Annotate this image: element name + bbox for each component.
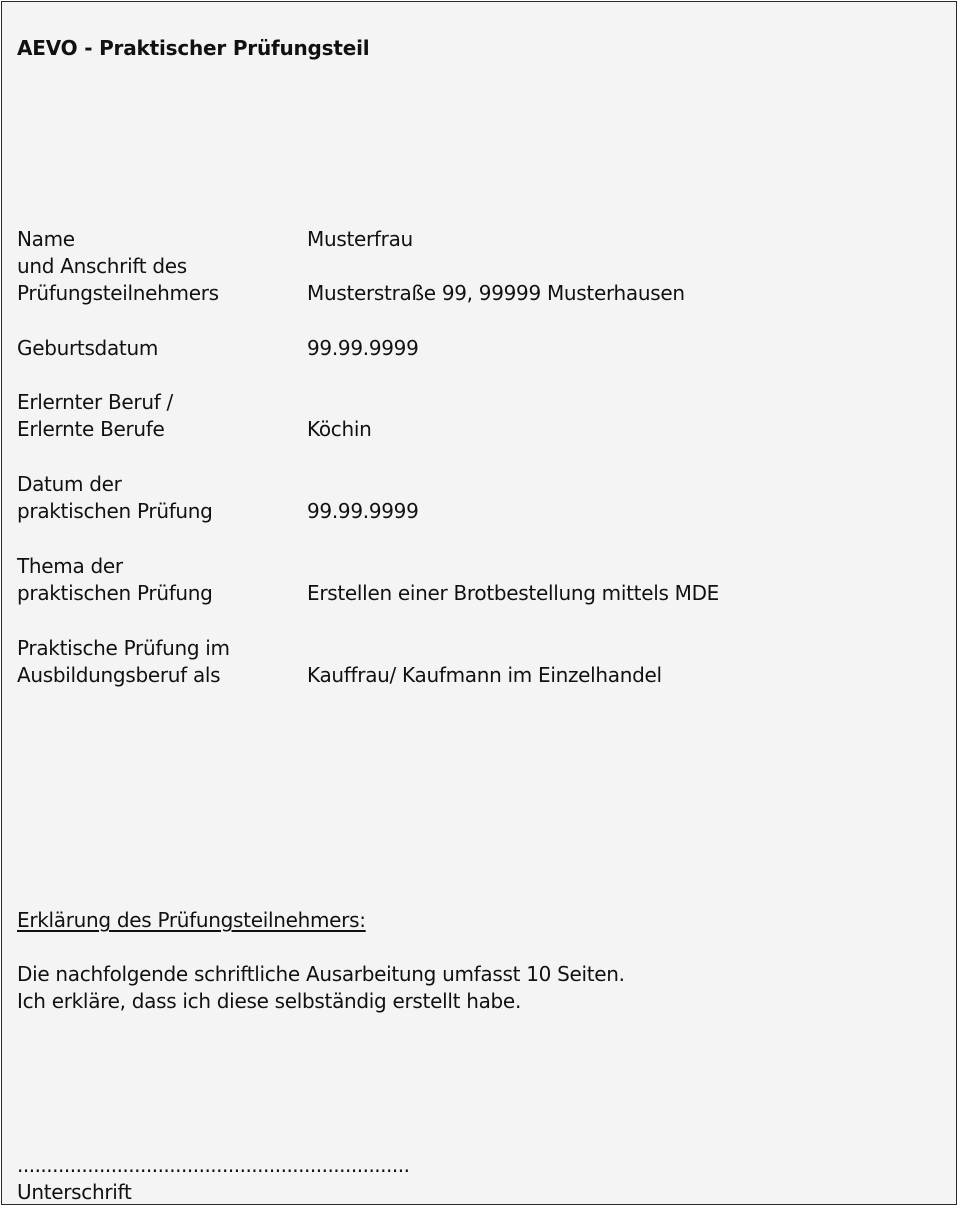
- address-value: Musterstraße 99, 99999 Musterhausen: [307, 281, 685, 305]
- profession-label: Praktische Prüfung im: [17, 636, 230, 660]
- exam-date-value: 99.99.9999: [307, 499, 419, 523]
- exam-date-label: Datum der: [17, 472, 122, 496]
- signature-label: Unterschrift: [17, 1180, 132, 1204]
- signature-line: ...................................................................: [17, 1153, 410, 1177]
- exam-date-label-line2: praktischen Prüfung: [17, 499, 213, 523]
- job-label-line2: Erlernte Berufe: [17, 417, 165, 441]
- name-label-line2: und Anschrift des: [17, 254, 187, 278]
- name-label-line3: Prüfungsteilnehmers: [17, 281, 219, 305]
- name-label: Name: [17, 227, 75, 251]
- declaration-heading: Erklärung des Prüfungsteilnehmers:: [17, 908, 366, 932]
- topic-value: Erstellen einer Brotbestellung mittels MDE: [307, 581, 720, 605]
- birthdate-label: Geburtsdatum: [17, 336, 159, 360]
- job-value: Köchin: [307, 417, 372, 441]
- document-title: AEVO - Praktischer Prüfungsteil: [17, 36, 370, 60]
- profession-value: Kauffrau/ Kaufmann im Einzelhandel: [307, 663, 662, 687]
- name-value: Musterfrau: [307, 227, 413, 251]
- topic-label: Thema der: [17, 554, 123, 578]
- birthdate-value: 99.99.9999: [307, 336, 419, 360]
- declaration-line-1: Die nachfolgende schriftliche Ausarbeitung umfasst 10 Seiten.: [17, 962, 625, 986]
- profession-label-line2: Ausbildungsberuf als: [17, 663, 221, 687]
- topic-label-line2: praktischen Prüfung: [17, 581, 213, 605]
- job-label: Erlernter Beruf /: [17, 390, 173, 414]
- declaration-line-2: Ich erkläre, dass ich diese selbständig erstellt habe.: [17, 989, 521, 1013]
- document-page: [1, 1, 957, 1205]
